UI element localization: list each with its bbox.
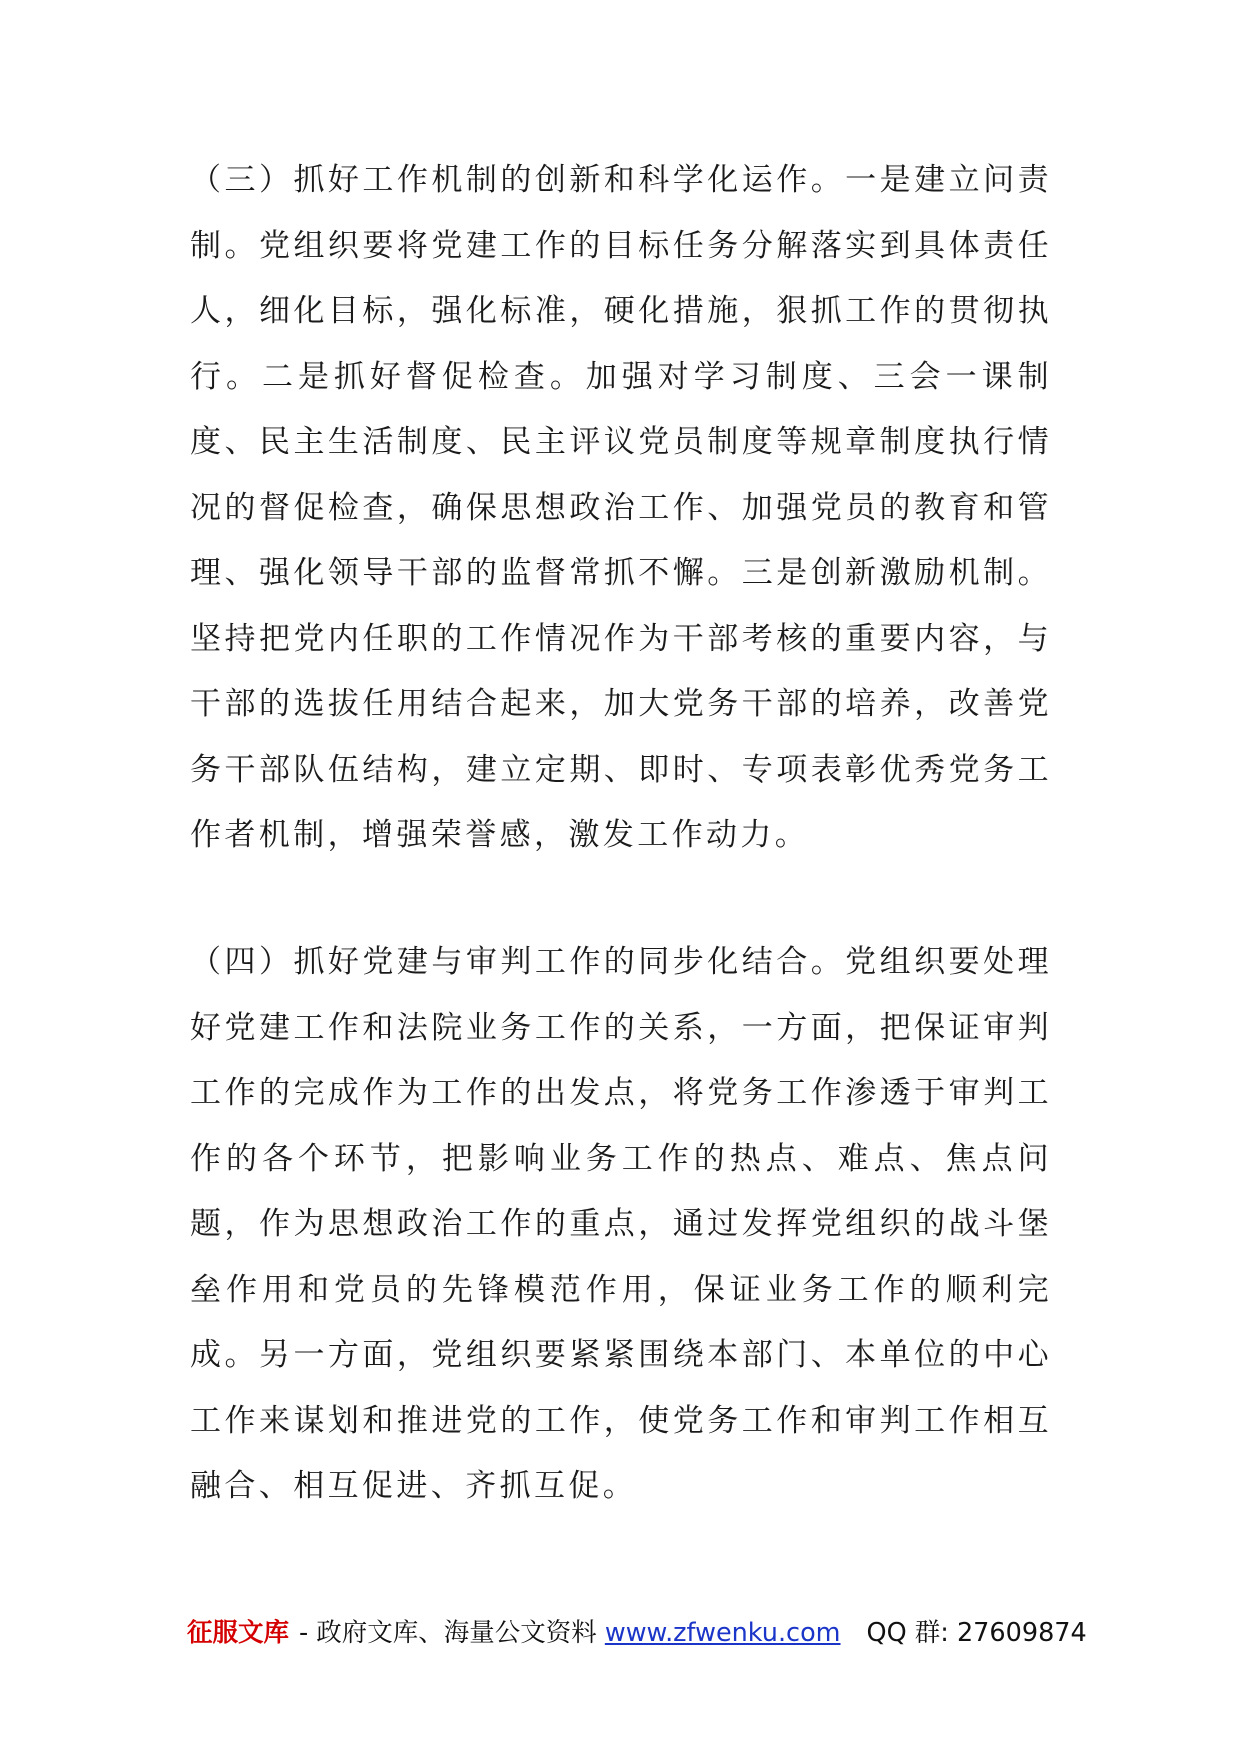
paragraph-section-four: （四）抓好党建与审判工作的同步化结合。党组织要处理好党建工作和法院业务工作的关系，一方面，把保证审判工作的完成作为工作的出发点，将党务工作渗透于审判工作的各个环节，把影响业务工作的热点、难点、焦点问题，作为思想政治工作的重点，通过发挥党组织的战斗堡垒作用和党员的先锋模范作用，保证业务工作的顺利完成。另一方面，党组织要紧紧围绕本部门、本单位的中心工作来谋划和推进党的工作，使党务工作和审判工作相互融合、相互促进、齐抓互促。	[190, 944, 1052, 1504]
footer-separator: -	[299, 1618, 309, 1648]
footer-tagline: 政府文库、海量公文资料	[316, 1618, 597, 1648]
footer-website-link[interactable]: www.zfwenku.com	[604, 1618, 841, 1648]
page-footer	[187, 1611, 1087, 1655]
paragraph-section-three: （三）抓好工作机制的创新和科学化运作。一是建立问责制。党组织要将党建工作的目标任务分解落实到具体责任人，细化目标，强化标准，硬化措施，狠抓工作的贯彻执行。二是抓好督促检查。加强对学习制度、三会一课制度、民主生活制度、民主评议党员制度等规章制度执行情况的督促检查，确保思想政治工作、加强党员的教育和管理、强化领导干部的监督常抓不懈。三是创新激励机制。坚持把党内任职的工作情况作为干部考核的重要内容，与干部的选拔任用结合起来，加大党务干部的培养，改善党务干部队伍结构，建立定期、即时、专项表彰优秀党务工作者机制，增强荣誉感，激发工作动力。	[190, 162, 1052, 853]
footer-brand: 征服文库	[187, 1618, 290, 1648]
footer-qq-group: QQ 群: 27609874	[866, 1618, 1087, 1648]
